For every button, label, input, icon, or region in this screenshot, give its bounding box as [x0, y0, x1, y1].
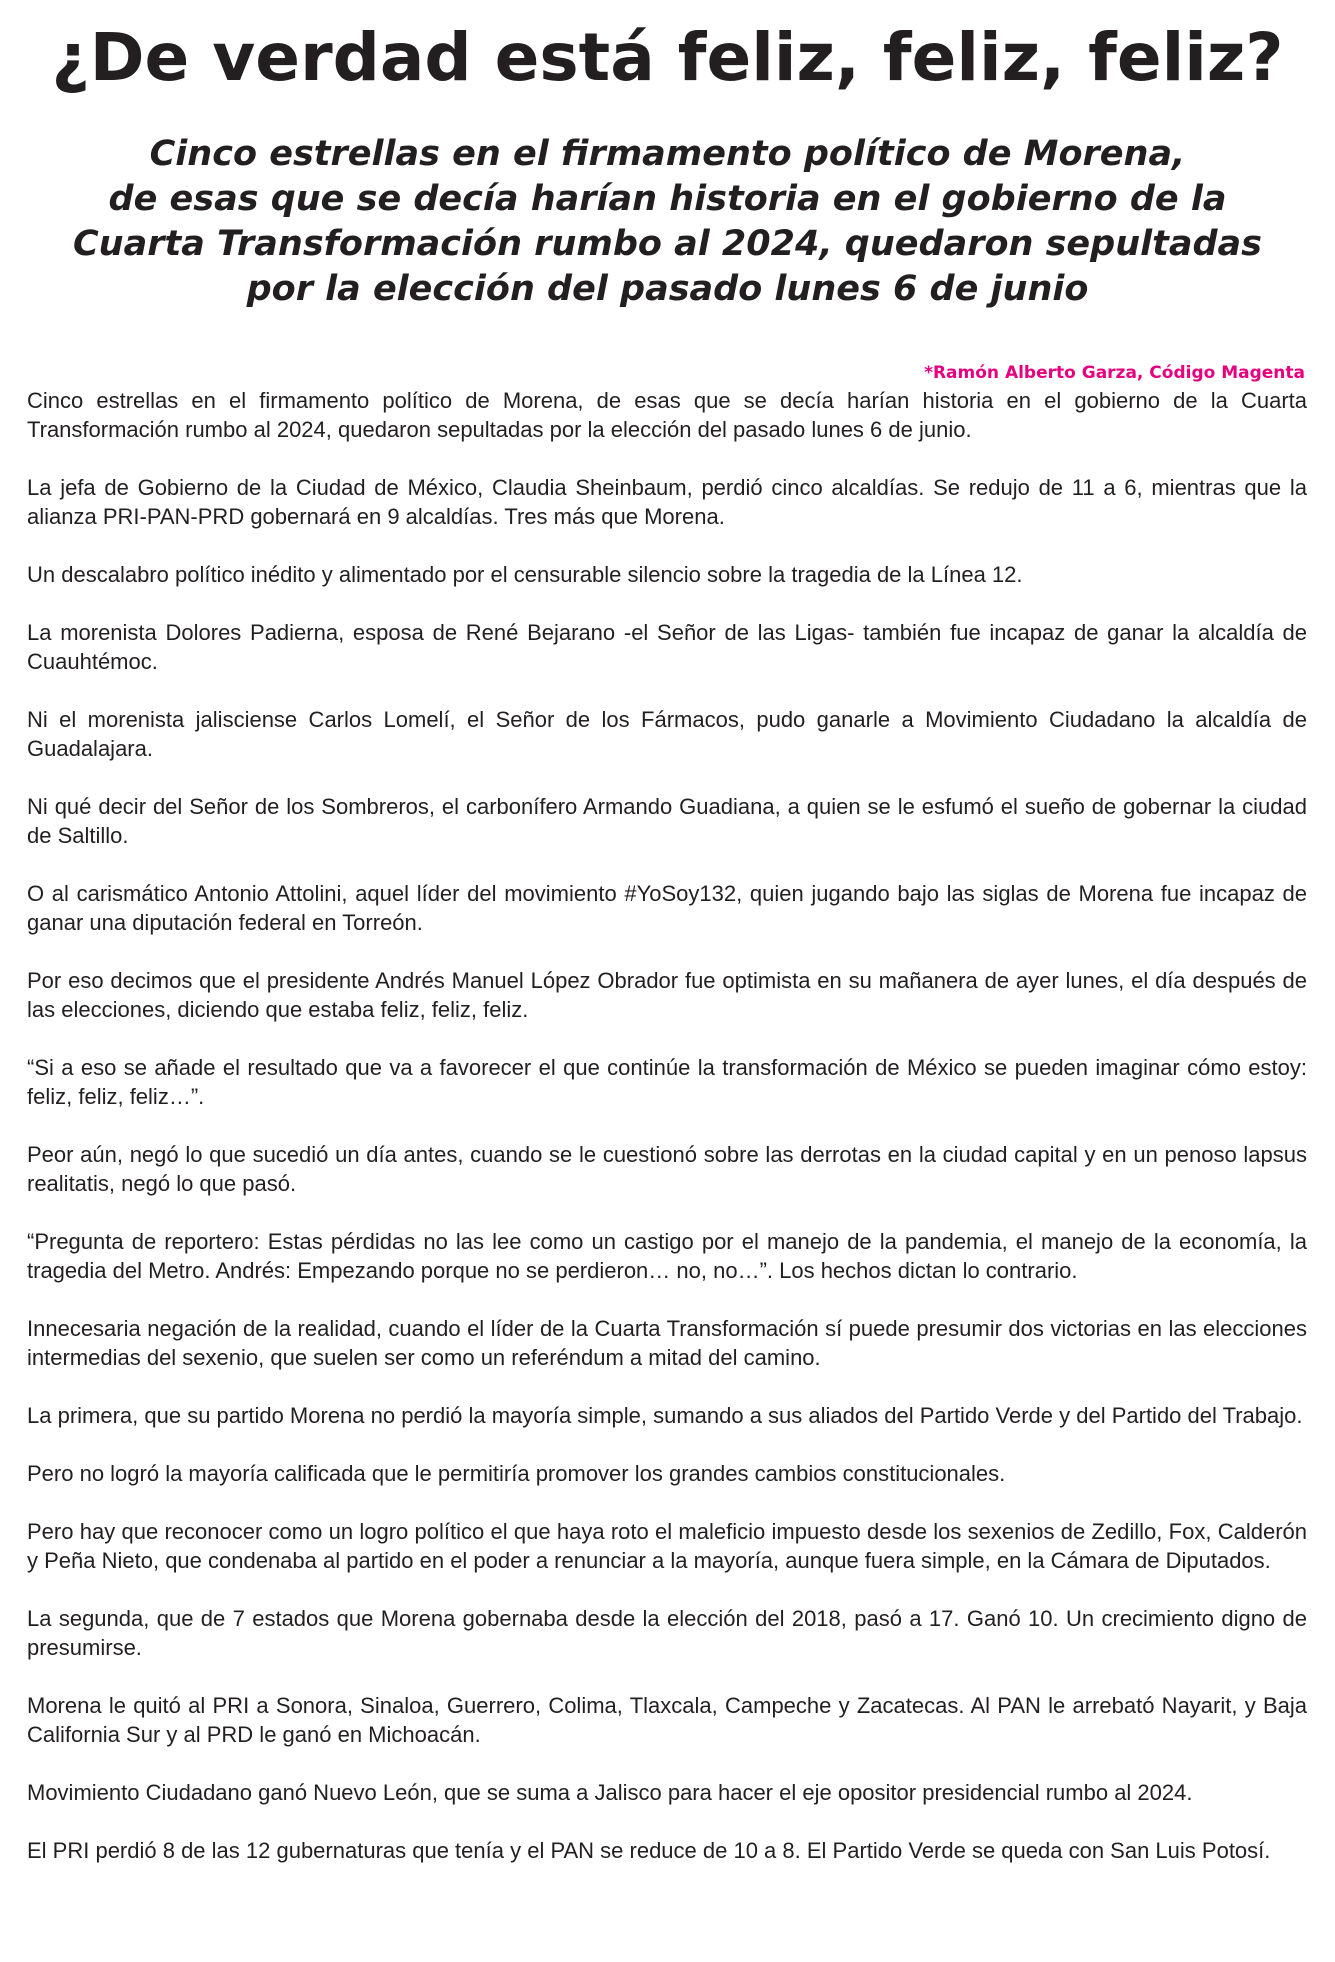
subhead-line: Cuarta Transformación rumbo al 2024, quedaron sepultadas: [73, 224, 1262, 264]
body-paragraph: La primera, que su partido Morena no perdió la mayoría simple, sumando a sus aliados del Partido Verde y del Partido del Trabajo.: [27, 1403, 1303, 1428]
body-paragraph: Peor aún, negó lo que sucedió un día antes, cuando se le cuestionó sobre las derrotas en la ciudad capital y en un penoso lapsus realitatis, negó lo que pasó.: [27, 1142, 1307, 1196]
subhead-line: por la elección del pasado lunes 6 de junio: [246, 269, 1089, 309]
subhead-line: Cinco estrellas en el firmamento político de Morena,: [149, 134, 1186, 174]
body-paragraph: Innecesaria negación de la realidad, cuando el líder de la Cuarta Transformación sí puede presumir dos victorias en las elecciones intermedias del sexenio, que suelen ser como un referéndum a mitad del camino.: [27, 1316, 1307, 1370]
author-byline: *Ramón Alberto Garza, Código Magenta: [924, 363, 1305, 383]
body-paragraph: “Si a eso se añade el resultado que va a favorecer el que continúe la transformación de México se pueden imaginar cómo estoy: feliz, feliz, feliz…”.: [27, 1055, 1307, 1109]
article-headline: ¿De verdad está feliz, feliz, feliz?: [51, 19, 1284, 96]
body-paragraph: Por eso decimos que el presidente Andrés Manuel López Obrador fue optimista en su mañanera de ayer lunes, el día después de las elecciones, diciendo que estaba feliz, feliz, feliz.: [27, 968, 1307, 1022]
body-paragraph: Pero no logró la mayoría calificada que le permitiría promover los grandes cambios constitucionales.: [27, 1461, 1006, 1486]
body-paragraph: Un descalabro político inédito y alimentado por el censurable silencio sobre la tragedia de la Línea 12.: [27, 562, 1023, 587]
body-paragraph: El PRI perdió 8 de las 12 gubernaturas que tenía y el PAN se reduce de 10 a 8. El Partido Verde se queda con San Luis Potosí.: [27, 1838, 1271, 1863]
body-paragraph: Ni el morenista jalisciense Carlos Lomelí, el Señor de los Fármacos, pudo ganarle a Movimiento Ciudadano la alcaldía de Guadalajara.: [27, 707, 1307, 761]
body-paragraph: O al carismático Antonio Attolini, aquel líder del movimiento #YoSoy132, quien jugando bajo las siglas de Morena fue incapaz de ganar una diputación federal en Torreón.: [27, 881, 1307, 935]
article-body: [27, 386, 1307, 1894]
article-subhead: [40, 132, 1295, 312]
body-paragraph: Movimiento Ciudadano ganó Nuevo León, que se suma a Jalisco para hacer el eje opositor presidencial rumbo al 2024.: [27, 1780, 1193, 1805]
body-paragraph: La morenista Dolores Padierna, esposa de René Bejarano -el Señor de las Ligas- también fue incapaz de ganar la alcaldía de Cuauhtémoc.: [27, 620, 1307, 674]
body-paragraph: Morena le quitó al PRI a Sonora, Sinaloa, Guerrero, Colima, Tlaxcala, Campeche y Zacatecas. Al PAN le arrebató Nayarit, y Baja California Sur y al PRD le ganó en Michoacán.: [27, 1693, 1307, 1747]
body-paragraph: La segunda, que de 7 estados que Morena gobernaba desde la elección del 2018, pasó a 17. Ganó 10. Un crecimiento digno de presumirse.: [27, 1606, 1307, 1660]
body-paragraph: Ni qué decir del Señor de los Sombreros, el carbonífero Armando Guadiana, a quien se le esfumó el sueño de gobernar la ciudad de Saltillo.: [27, 794, 1307, 848]
body-paragraph: Cinco estrellas en el firmamento político de Morena, de esas que se decía harían historia en el gobierno de la Cuarta Transformación rumbo al 2024, quedaron sepultadas por la elección del pasado lunes 6 de junio.: [27, 388, 1307, 442]
body-paragraph: “Pregunta de reportero: Estas pérdidas no las lee como un castigo por el manejo de la pandemia, el manejo de la economía, la tragedia del Metro. Andrés: Empezando porque no se perdieron… no, no…”. Los hechos dictan lo contrario.: [27, 1229, 1307, 1283]
body-paragraph: La jefa de Gobierno de la Ciudad de México, Claudia Sheinbaum, perdió cinco alcaldías. Se redujo de 11 a 6, mientras que la alianza PRI-PAN-PRD gobernará en 9 alcaldías. Tres más que Morena.: [27, 475, 1307, 529]
subhead-line: de esas que se decía harían historia en el gobierno de la: [108, 179, 1227, 219]
body-paragraph: Pero hay que reconocer como un logro político el que haya roto el maleficio impuesto desde los sexenios de Zedillo, Fox, Calderón y Peña Nieto, que condenaba al partido en el poder a renunciar a la mayoría, aunque fuera simple, en la Cámara de Diputados.: [27, 1519, 1307, 1573]
